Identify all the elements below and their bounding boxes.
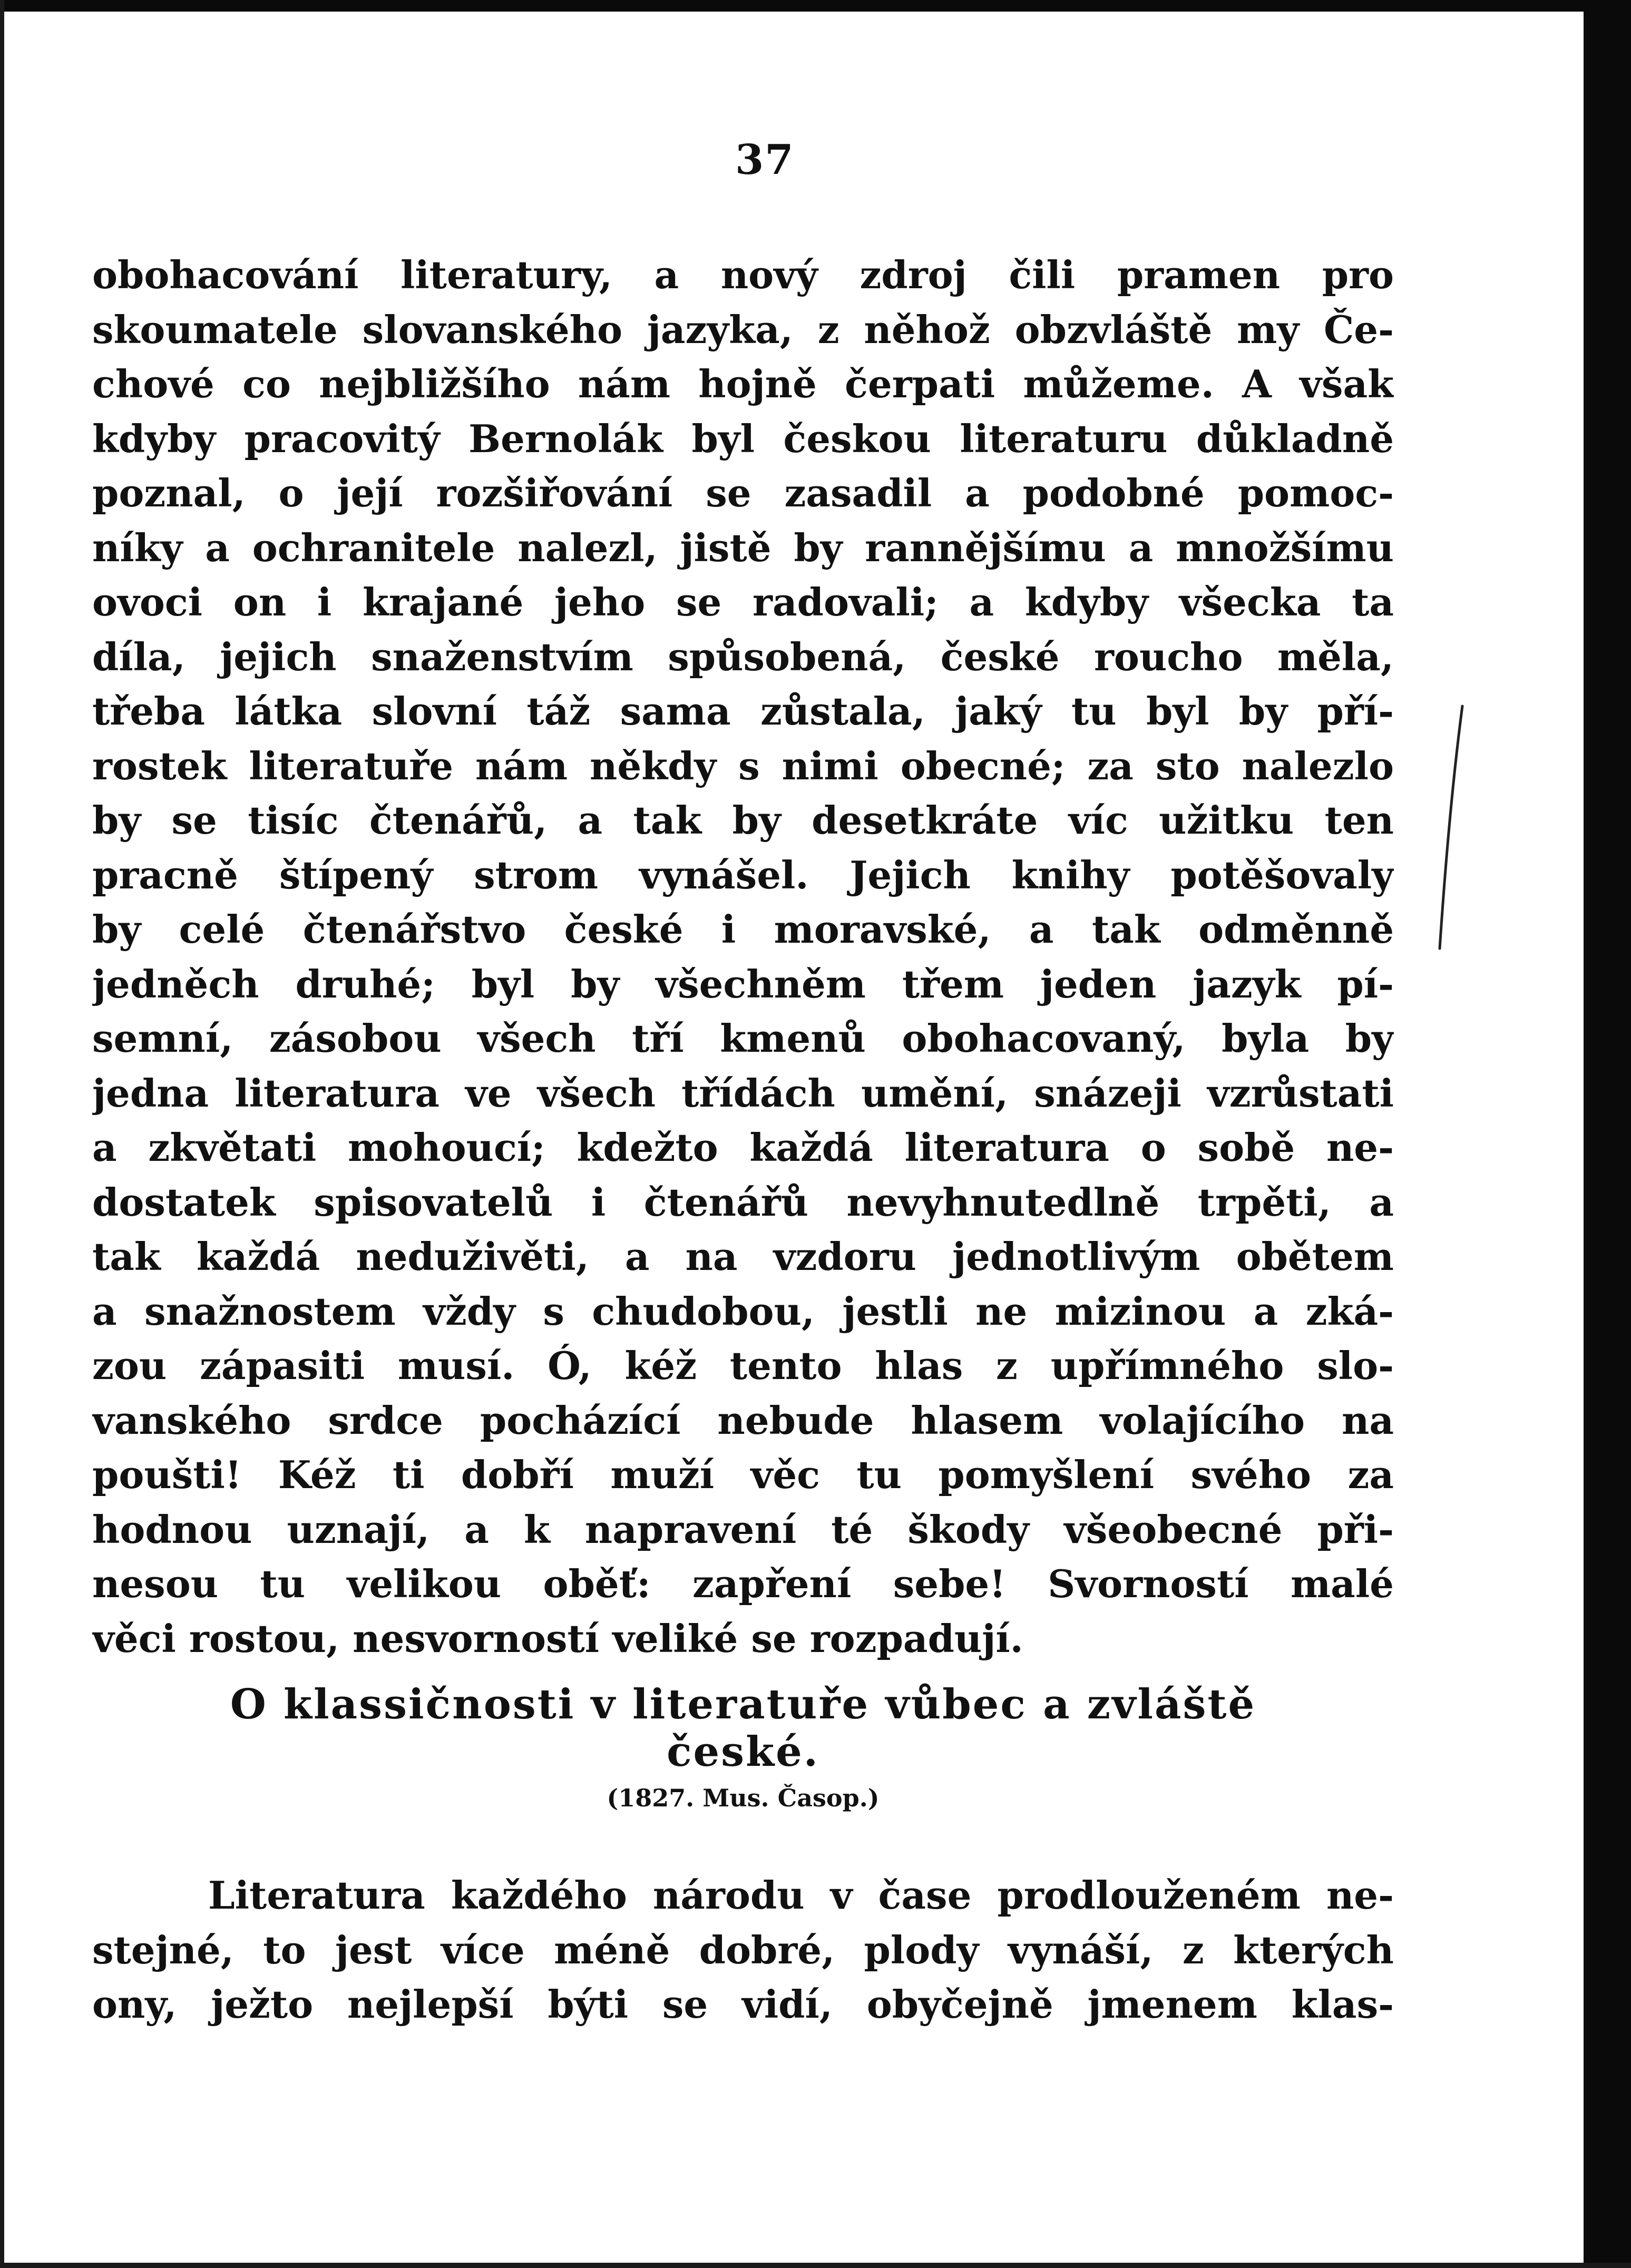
text-line: věci rostou, nesvorností veliké se rozpadují. (92, 1616, 1023, 1661)
text-line: pracně štípený strom vynášel. Jejich knihy potěšovaly (92, 852, 1394, 897)
text-line: vanského srdce pocházící nebude hlasem volajícího na (92, 1397, 1394, 1443)
page-number: 37 (735, 136, 795, 184)
heading-line: O klassičnosti v literatuře vůbec a zvláště (230, 1680, 1256, 1728)
scan-border-left (0, 0, 4, 2268)
text-line: skoumatele slovanského jazyka, z něhož obzvláště my Če- (92, 307, 1394, 352)
scan-border-right (1584, 0, 1631, 2268)
text-line: stejné, to jest více méně dobré, plody vynáší, z kterých (92, 1927, 1394, 1972)
text-line: dostatek spisovatelů i čtenářů nevyhnutedlně trpěti, a (92, 1179, 1394, 1225)
text-line: kdyby pracovitý Bernolák byl českou literaturu důkladně (92, 416, 1394, 461)
text-line: a snažnostem vždy s chudobou, jestli ne mizinou a zká- (92, 1288, 1394, 1334)
source-citation: (1827. Mus. Časop.) (607, 1784, 880, 1812)
paragraph-2 (92, 1868, 1394, 2032)
paragraph-1 (92, 248, 1394, 1666)
scan-border-top (0, 0, 1631, 12)
text-line: a zkvětati mohoucí; kdežto každá literatura o sobě ne- (92, 1125, 1394, 1170)
heading-line: české. (667, 1728, 819, 1776)
section-heading (92, 1681, 1394, 1776)
text-line: níky a ochranitele nalezl, jistě by rannějšímu a množšímu (92, 525, 1394, 570)
text-line: ony, ježto nejlepší býti se vidí, obyčejně jmenem klas- (92, 1982, 1394, 2027)
text-line: rostek literatuře nám někdy s nimi obecné; za sto nalezlo (92, 743, 1394, 788)
handwritten-margin-line (1433, 701, 1465, 954)
text-line: poušti! Kéž ti dobří muží věc tu pomyšlení svého za (92, 1452, 1394, 1497)
text-line: by se tisíc čtenářů, a tak by desetkráte víc užitku ten (92, 798, 1394, 843)
text-line: třeba látka slovní táž sama zůstala, jaký tu byl by pří- (92, 689, 1394, 734)
text-line: jedna literatura ve všech třídách umění, snázeji vzrůstati (92, 1070, 1394, 1116)
text-line: ovoci on i krajané jeho se radovali; a kdyby všecka ta (92, 580, 1394, 624)
text-line: zou zápasiti musí. Ó, kéž tento hlas z upřímného slo- (92, 1343, 1394, 1388)
text-line: chové co nejbližšího nám hojně čerpati můžeme. A však (92, 361, 1394, 406)
text-line: díla, jejich snaženstvím spůsobená, české roucho měla, (92, 634, 1394, 679)
scan-border-bottom (0, 2263, 1631, 2268)
text-line: hodnou uznají, a k napravení té škody všeobecné při- (92, 1507, 1394, 1552)
text-line: jedněch druhé; byl by všechněm třem jeden jazyk pí- (92, 961, 1394, 1006)
text-line: nesou tu velikou oběť: zapření sebe! Svorností malé (92, 1561, 1394, 1606)
text-line: semní, zásobou všech tří kmenů obohacovaný, byla by (92, 1016, 1394, 1061)
text-line: poznal, o její rozšiřování se zasadil a podobné pomoc- (92, 471, 1394, 515)
text-line: by celé čtenářstvo české i moravské, a tak odměnně (92, 907, 1394, 952)
text-line: obohacování literatury, a nový zdroj čili pramen pro (92, 252, 1394, 297)
text-line: tak každá neduživěti, a na vzdoru jednotlivým obětem (92, 1234, 1394, 1279)
text-line: Literatura každého národu v čase prodlouženém ne- (208, 1873, 1394, 1918)
